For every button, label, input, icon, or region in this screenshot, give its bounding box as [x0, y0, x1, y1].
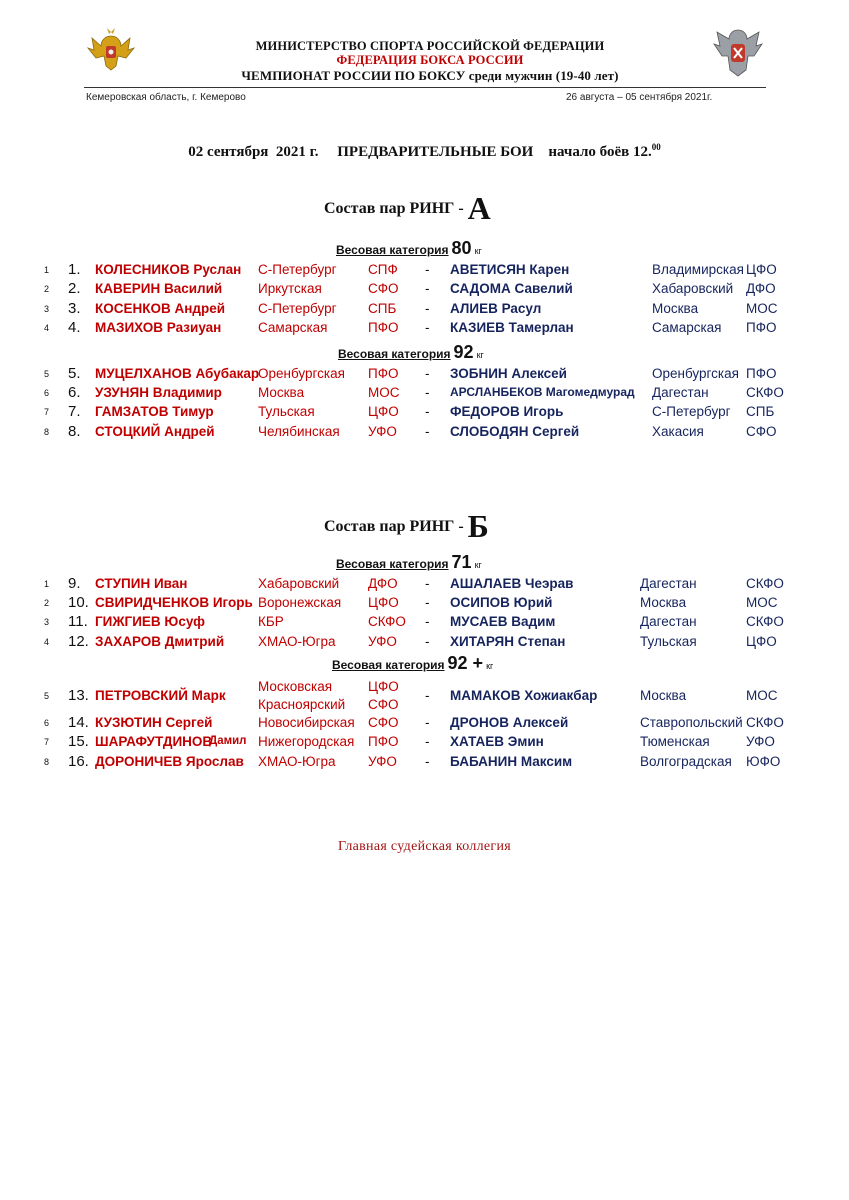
bout-index: 5: [44, 691, 50, 701]
blue-corner-federal-district: МОС: [746, 688, 778, 703]
weight-category-92-plus: [332, 653, 493, 674]
red-corner-federal-district: СФО: [368, 281, 399, 296]
weight-category-value: 92 +: [447, 653, 484, 673]
bout-index: 5: [44, 369, 50, 379]
weight-category-label: Весовая категория: [336, 243, 449, 257]
red-corner-name: СВИРИДЧЕНКОВ Игорь: [95, 595, 253, 610]
bout-row: [0, 262, 849, 281]
red-corner-region: Тульская: [258, 404, 315, 419]
bout-number: 9.: [68, 575, 81, 592]
red-corner-federal-district: ПФО: [368, 734, 399, 749]
red-corner-region: Нижегородская: [258, 734, 355, 749]
red-corner-name: МАЗИХОВ Разиуан: [95, 320, 222, 335]
bout-number: 7.: [68, 403, 81, 420]
red-corner-federal-district: УФО: [368, 424, 397, 439]
bout-row: [0, 679, 849, 712]
weight-category-value: 92: [453, 342, 474, 362]
bout-number: 11.: [68, 613, 88, 630]
red-corner-federal-district: СПБ: [368, 301, 397, 316]
versus-dash: -: [425, 634, 430, 649]
ring-a-letter: А: [467, 190, 491, 226]
blue-corner-name: САДОМА Савелий: [450, 281, 573, 296]
blue-corner-federal-district: СКФО: [746, 385, 784, 400]
red-corner-region: С-Петербург: [258, 262, 337, 277]
red-corner-name-extra: Дамил: [209, 735, 247, 747]
sports-ministry-emblem-icon: [712, 26, 764, 80]
versus-dash: -: [425, 320, 430, 335]
bout-row: [0, 754, 849, 773]
blue-corner-name: ДРОНОВ Алексей: [450, 715, 569, 730]
blue-corner-federal-district: ЦФО: [746, 262, 777, 277]
versus-dash: -: [425, 366, 430, 381]
bout-index: 1: [44, 265, 50, 275]
red-corner-federal-district-secondary: СФО: [368, 697, 399, 712]
versus-dash: -: [425, 595, 430, 610]
red-corner-region: ХМАО-Югра: [258, 634, 336, 649]
blue-corner-name: МУСАЕВ Вадим: [450, 614, 556, 629]
red-corner-federal-district: СФО: [368, 715, 399, 730]
red-corner-region: Новосибирская: [258, 715, 355, 730]
red-corner-federal-district: УФО: [368, 754, 397, 769]
bout-index: 4: [44, 323, 50, 333]
red-corner-federal-district: ЦФО: [368, 679, 399, 694]
red-corner-federal-district: ДФО: [368, 576, 398, 591]
bout-index: 1: [44, 579, 50, 589]
red-corner-name: КАВЕРИН Василий: [95, 281, 223, 296]
blue-corner-federal-district: ПФО: [746, 320, 777, 335]
blue-corner-federal-district: УФО: [746, 734, 775, 749]
red-corner-federal-district: МОС: [368, 385, 400, 400]
bout-index: 8: [44, 427, 50, 437]
red-corner-region: Хабаровский: [258, 576, 340, 591]
red-corner-region: С-Петербург: [258, 301, 337, 316]
blue-corner-region: Дагестан: [640, 614, 697, 629]
ring-b-letter: Б: [467, 508, 489, 544]
red-corner-name: УЗУНЯН Владимир: [95, 385, 222, 400]
bout-row: [0, 281, 849, 300]
bout-number: 5.: [68, 365, 81, 382]
blue-corner-region: Москва: [640, 688, 687, 703]
footer-signature: Главная судейская коллегия: [338, 839, 511, 854]
blue-corner-name: АШАЛАЕВ Чеэрав: [450, 576, 574, 591]
location-text: Кемеровская область, г. Кемерово: [86, 92, 246, 103]
bout-row: [0, 404, 849, 423]
red-corner-name: ГИЖГИЕВ Юсуф: [95, 614, 205, 629]
federation-title: ФЕДЕРАЦИЯ БОКСА РОССИИ: [336, 53, 524, 67]
weight-category-92: [338, 342, 484, 363]
bout-number: 4.: [68, 319, 81, 336]
bout-index: 2: [44, 284, 50, 294]
red-corner-name: ДОРОНИЧЕВ Ярослав: [95, 754, 244, 769]
bout-number: 1.: [68, 261, 81, 278]
dates-text: 26 августа – 05 сентября 2021г.: [566, 92, 713, 103]
blue-corner-name: КАЗИЕВ Тамерлан: [450, 320, 574, 335]
red-corner-name: ЗАХАРОВ Дмитрий: [95, 634, 225, 649]
bout-row: [0, 366, 849, 385]
red-corner-region: Челябинская: [258, 424, 340, 439]
weight-category-label: Весовая категория: [332, 658, 445, 672]
blue-corner-name: ХАТАЕВ Эмин: [450, 734, 544, 749]
red-corner-federal-district: ПФО: [368, 366, 399, 381]
blue-corner-region: Ставропольский: [640, 715, 743, 730]
blue-corner-name: ХИТАРЯН Степан: [450, 634, 566, 649]
weight-category-71: [336, 552, 482, 573]
bout-row: [0, 385, 849, 404]
versus-dash: -: [425, 734, 430, 749]
weight-category-label: Весовая категория: [336, 557, 449, 571]
weight-category-value: 71: [451, 552, 472, 572]
bout-number: 10.: [68, 594, 89, 611]
bout-index: 3: [44, 617, 50, 627]
red-corner-federal-district: СКФО: [368, 614, 406, 629]
blue-corner-federal-district: ЦФО: [746, 634, 777, 649]
red-corner-name: МУЦЕЛХАНОВ Абубакар: [95, 366, 260, 381]
versus-dash: -: [425, 754, 430, 769]
blue-corner-region: Хабаровский: [652, 281, 734, 296]
red-corner-federal-district: СПФ: [368, 262, 398, 277]
blue-corner-federal-district: ПФО: [746, 366, 777, 381]
day-title: [0, 142, 849, 161]
red-corner-name: КУЗЮТИН Сергей: [95, 715, 213, 730]
red-corner-name: СТОЦКИЙ Андрей: [95, 424, 215, 439]
weight-category-unit: кг: [476, 350, 484, 360]
blue-corner-federal-district: МОС: [746, 595, 778, 610]
bout-row: [0, 301, 849, 320]
blue-corner-name: АЛИЕВ Расул: [450, 301, 542, 316]
russian-eagle-emblem-icon: [86, 26, 136, 74]
bout-number: 15.: [68, 733, 89, 750]
blue-corner-federal-district: МОС: [746, 301, 778, 316]
bout-index: 7: [44, 737, 50, 747]
blue-corner-region: Оренбургская: [652, 366, 739, 381]
bout-row: [0, 715, 849, 734]
day-title-text: 02 сентября 2021 г. ПРЕДВАРИТЕЛЬНЫЕ БОИ начало боёв 12.: [188, 144, 652, 160]
versus-dash: -: [425, 301, 430, 316]
red-corner-name: КОЛЕСНИКОВ Руслан: [95, 262, 242, 277]
red-corner-name: ГАМЗАТОВ Тимур: [95, 404, 214, 419]
weight-category-unit: кг: [486, 661, 494, 671]
weight-category-unit: кг: [474, 246, 482, 256]
red-corner-name: КОСЕНКОВ Андрей: [95, 301, 226, 316]
weight-category-80: [336, 238, 482, 259]
ring-b-title: [324, 508, 489, 545]
bout-row: [0, 424, 849, 443]
blue-corner-name: ФЕДОРОВ Игорь: [450, 404, 564, 419]
bout-row: [0, 595, 849, 614]
bout-index: 8: [44, 757, 50, 767]
versus-dash: -: [425, 385, 430, 400]
bout-number: 8.: [68, 423, 81, 440]
bout-number: 6.: [68, 384, 81, 401]
bout-number: 14.: [68, 714, 89, 731]
versus-dash: -: [425, 614, 430, 629]
championship-title: ЧЕМПИОНАТ РОССИИ ПО БОКСУ среди мужчин (19-40 лет): [241, 68, 619, 83]
ring-a-title-text: Состав пар РИНГ -: [324, 200, 464, 217]
bout-number: 2.: [68, 280, 81, 297]
red-corner-name: ШАРАФУТДИНОВ: [95, 734, 213, 749]
blue-corner-federal-district: СКФО: [746, 715, 784, 730]
blue-corner-federal-district: СКФО: [746, 576, 784, 591]
blue-corner-name: АВЕТИСЯН Карен: [450, 262, 570, 277]
bout-index: 4: [44, 637, 50, 647]
ring-a-title: [324, 190, 491, 227]
blue-corner-name: БАБАНИН Максим: [450, 754, 573, 769]
red-corner-region: Москва: [258, 385, 305, 400]
blue-corner-region: Самарская: [652, 320, 722, 335]
weight-category-label: Весовая категория: [338, 347, 451, 361]
bout-number: 16.: [68, 753, 89, 770]
bout-index: 2: [44, 598, 50, 608]
ring-b-title-text: Состав пар РИНГ -: [324, 518, 464, 535]
blue-corner-name: ЗОБНИН Алексей: [450, 366, 567, 381]
blue-corner-region: Владимирская: [652, 262, 744, 277]
red-corner-federal-district: УФО: [368, 634, 397, 649]
red-corner-region: Оренбургская: [258, 366, 345, 381]
versus-dash: -: [425, 404, 430, 419]
blue-corner-region: Тульская: [640, 634, 697, 649]
versus-dash: -: [425, 281, 430, 296]
blue-corner-federal-district: ДФО: [746, 281, 776, 296]
blue-corner-name: АРСЛАНБЕКОВ Магомедмурад: [450, 385, 635, 399]
bout-row: [0, 634, 849, 653]
red-corner-region-secondary: Красноярский: [258, 697, 346, 712]
weight-category-value: 80: [451, 238, 472, 258]
blue-corner-federal-district: СКФО: [746, 614, 784, 629]
versus-dash: -: [425, 688, 430, 703]
blue-corner-region: Москва: [652, 301, 699, 316]
blue-corner-name: МАМАКОВ Хожиакбар: [450, 688, 598, 703]
bout-row: [0, 734, 849, 753]
blue-corner-federal-district: ЮФО: [746, 754, 781, 769]
blue-corner-federal-district: СПБ: [746, 404, 775, 419]
red-corner-federal-district: ЦФО: [368, 595, 399, 610]
header-divider: [84, 87, 766, 88]
blue-corner-federal-district: СФО: [746, 424, 777, 439]
red-corner-federal-district: ЦФО: [368, 404, 399, 419]
versus-dash: -: [425, 715, 430, 730]
bout-index: 6: [44, 718, 50, 728]
red-corner-name: ПЕТРОВСКИЙ Марк: [95, 688, 226, 703]
red-corner-name: СТУПИН Иван: [95, 576, 188, 591]
start-time-minutes: 00: [651, 142, 661, 152]
red-corner-region: Самарская: [258, 320, 328, 335]
bout-number: 12.: [68, 633, 89, 650]
blue-corner-region: Дагестан: [652, 385, 709, 400]
red-corner-federal-district: ПФО: [368, 320, 399, 335]
versus-dash: -: [425, 424, 430, 439]
red-corner-region: ХМАО-Югра: [258, 754, 336, 769]
blue-corner-region: Волгоградская: [640, 754, 732, 769]
red-corner-region: КБР: [258, 614, 284, 629]
ministry-title: МИНИСТЕРСТВО СПОРТА РОССИЙСКОЙ ФЕДЕРАЦИИ: [255, 39, 605, 53]
bout-number: 13.: [68, 687, 89, 704]
bout-index: 3: [44, 304, 50, 314]
bout-index: 6: [44, 388, 50, 398]
bout-row: [0, 576, 849, 595]
bout-index: 7: [44, 407, 50, 417]
blue-corner-region: Хакасия: [652, 424, 704, 439]
bout-row: [0, 320, 849, 339]
weight-category-unit: кг: [474, 560, 482, 570]
red-corner-region: Иркутская: [258, 281, 322, 296]
blue-corner-region: С-Петербург: [652, 404, 731, 419]
blue-corner-name: СЛОБОДЯН Сергей: [450, 424, 580, 439]
bout-row: [0, 614, 849, 633]
blue-corner-region: Тюменская: [640, 734, 710, 749]
versus-dash: -: [425, 576, 430, 591]
bout-number: 3.: [68, 300, 81, 317]
versus-dash: -: [425, 262, 430, 277]
red-corner-region: Воронежская: [258, 595, 342, 610]
blue-corner-region: Дагестан: [640, 576, 697, 591]
red-corner-region: Московская: [258, 679, 333, 694]
blue-corner-region: Москва: [640, 595, 687, 610]
blue-corner-name: ОСИПОВ Юрий: [450, 595, 553, 610]
